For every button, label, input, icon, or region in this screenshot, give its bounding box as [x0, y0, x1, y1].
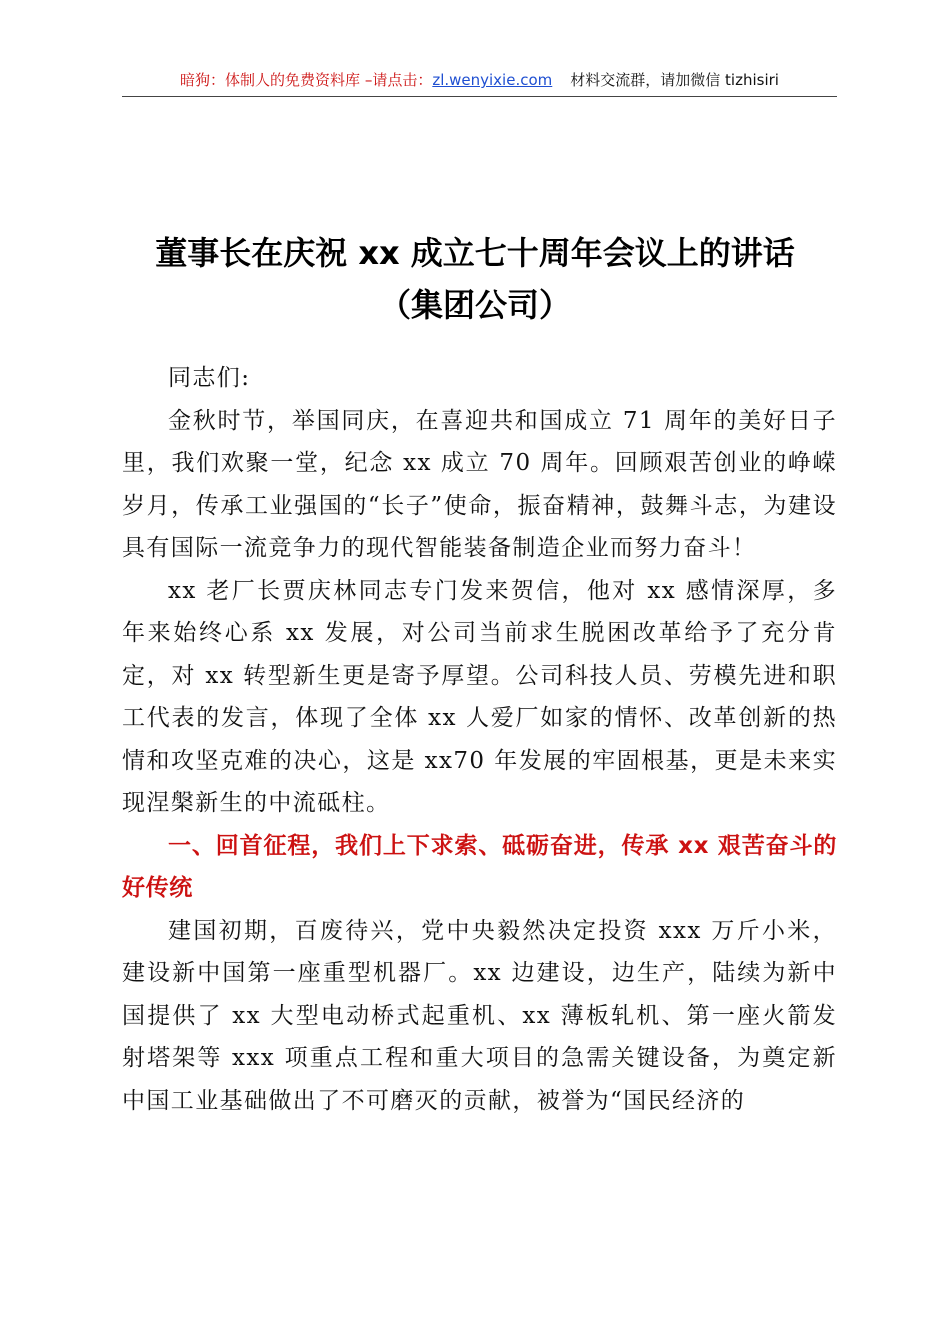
page-header — [122, 66, 837, 97]
paragraph-1: 金秋时节，举国同庆，在喜迎共和国成立 71 周年的美好日子里，我们欢聚一堂，纪念 xx 成立 70 周年。回顾艰苦创业的峥嵘岁月，传承工业强国的“长子”使命，振奋精神，鼓舞斗志，为建设具有国际一流竞争力的现代智能装备制造企业而努力奋斗！ — [122, 407, 837, 561]
document-body — [122, 357, 837, 1122]
document-subtitle: （集团公司） — [378, 286, 571, 324]
document-title: 董事长在庆祝 xx 成立七十周年会议上的讲话 — [155, 234, 795, 272]
header-contact-text: 材料交流群，请加微信 tizhisiri — [570, 71, 779, 89]
header-promo-text: 暗狗：体制人的免费资料库 –请点击： — [180, 71, 433, 89]
header-link[interactable]: zl.wenyixie.com — [432, 71, 553, 89]
paragraph-3: 建国初期，百废待兴，党中央毅然决定投资 xxx 万斤小米，建设新中国第一座重型机器厂。xx 边建设，边生产，陆续为新中国提供了 xx 大型电动桥式起重机、xx 薄板轧机、第一座火箭发射塔架等 xxx 项重点工程和重大项目的急需关键设备，为奠定新中国工业基础做出了不可磨灭的贡献，被誉为“国民经济的 — [122, 917, 837, 1114]
salutation: 同志们: — [168, 365, 251, 391]
paragraph-2: xx 老厂长贾庆林同志专门发来贺信，他对 xx 感情深厚，多年来始终心系 xx 发展，对公司当前求生脱困改革给予了充分肯定，对 xx 转型新生更是寄予厚望。公司科技人员、劳模先进和职工代表的发言，体现了全体 xx 人爱厂如家的情怀、改革创新的热情和攻坚克难的决心，这是 xx70 年发展的牢固根基，更是未来实现涅槃新生的中流砥柱。 — [122, 577, 837, 816]
section-heading-1: 一、回首征程，我们上下求索、砥砺奋进，传承 xx 艰苦奋斗的好传统 — [122, 832, 837, 901]
